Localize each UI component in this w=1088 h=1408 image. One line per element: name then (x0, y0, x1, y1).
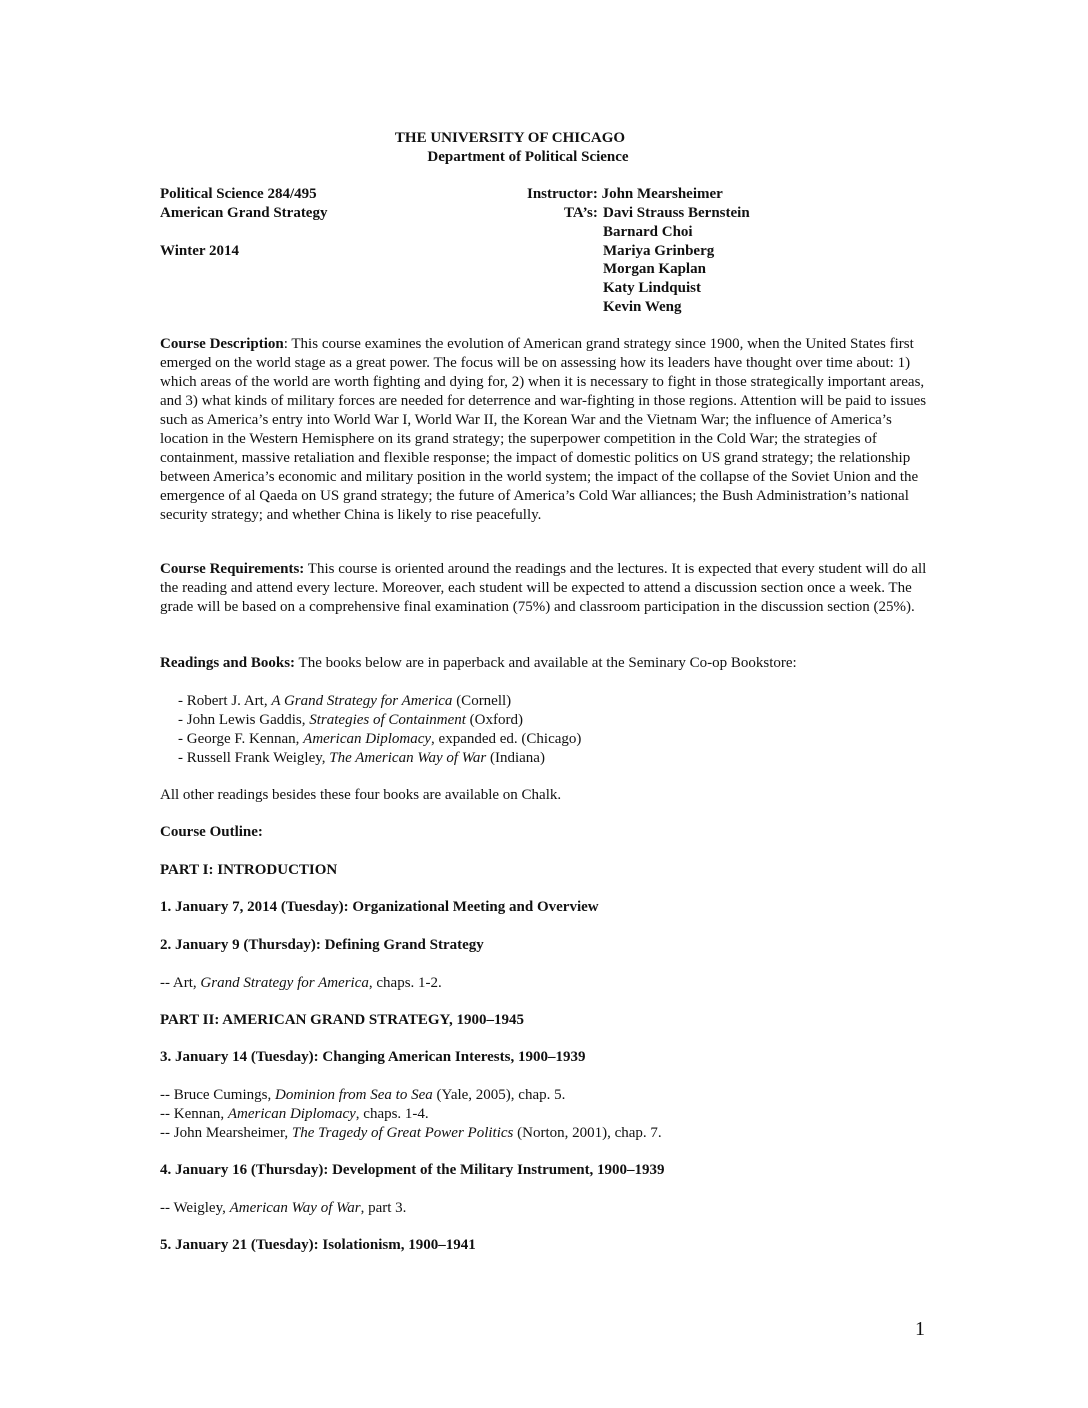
reading-item: -- Kennan, American Diplomacy, chaps. 1-4. (160, 1106, 429, 1122)
part-heading: PART II: AMERICAN GRAND STRATEGY, 1900–1945 (160, 1012, 524, 1028)
readings-label: Readings and Books: (160, 655, 296, 671)
course-term: Winter 2014 (160, 243, 240, 259)
book-list (178, 692, 581, 768)
list-item: - Russell Frank Weigley, The American Way of War (Indiana) (178, 750, 545, 766)
course-requirements (160, 560, 932, 617)
session-heading: 1. January 7, 2014 (Tuesday): Organizational Meeting and Overview (160, 899, 599, 915)
requirements-label: Course Requirements: (160, 561, 305, 577)
session-heading: 2. January 9 (Thursday): Defining Grand Strategy (160, 937, 484, 953)
university-name: THE UNIVERSITY OF CHICAGO (394, 130, 626, 146)
description-label: Course Description (160, 336, 284, 352)
reading-item: -- Weigley, American Way of War, part 3. (160, 1200, 407, 1216)
other-readings-note: All other readings besides these four books are available on Chalk. (160, 787, 562, 803)
course-description (160, 335, 932, 525)
ta-name: Kevin Weng (603, 299, 682, 315)
ta-name: Morgan Kaplan (603, 261, 706, 277)
requirements-text: This course is oriented around the readings and the lectures. It is expected that every student will do all the reading and attend every lecture. Moreover, each student will be expected to attend a discussion section once a week. The grade will be based on a comprehensive final examination (75%) and classroom participation in the discussion section (25%). (160, 561, 927, 615)
session-heading: 4. January 16 (Thursday): Development of the Military Instrument, 1900–1939 (160, 1162, 665, 1178)
list-item: - George F. Kennan, American Diplomacy, expanded ed. (Chicago) (178, 731, 582, 747)
readings-text: The books below are in paperback and available at the Seminary Co-op Bookstore: (295, 655, 797, 671)
list-item: - John Lewis Gaddis, Strategies of Containment (Oxford) (178, 712, 523, 728)
session-heading: 3. January 14 (Tuesday): Changing American Interests, 1900–1939 (160, 1049, 586, 1065)
instructor: Instructor: John Mearsheimer (527, 186, 723, 202)
course-title: American Grand Strategy (160, 205, 328, 221)
reading-item: -- Art, Grand Strategy for America, chaps. 1-2. (160, 975, 442, 991)
part-heading: PART I: INTRODUCTION (160, 862, 338, 878)
reading-item: -- John Mearsheimer, The Tragedy of Great Power Politics (Norton, 2001), chap. 7. (160, 1125, 662, 1141)
ta-name: Davi Strauss Bernstein (603, 205, 750, 221)
list-item: - Robert J. Art, A Grand Strategy for America (Cornell) (178, 693, 512, 709)
ta-name: Katy Lindquist (603, 280, 701, 296)
session-heading: 5. January 21 (Tuesday): Isolationism, 1900–1941 (160, 1237, 476, 1253)
readings-intro (160, 654, 932, 673)
ta-name: Barnard Choi (603, 224, 693, 240)
ta-name: Mariya Grinberg (603, 243, 715, 259)
department-name: Department of Political Science (427, 149, 629, 165)
description-text: : This course examines the evolution of American grand strategy since 1900, when the United States first emerged on the world stage as a great power. The focus will be on assessing how its leaders have thought over time about: 1) which areas of the world are worth fighting and dying for, 2) when it is necessary to fight in those strategically important areas, and 3) what kinds of military forces are needed for deterrence and war-fighting in those regions. Attention will be paid to issues such as America’s entry into World War I, World War II, the Korean War and the Vietnam War; the influence of America’s location in the Western Hemisphere on its grand strategy; the superpower competition in the Cold War; the strategies of containment, massive retaliation and flexible response; the impact of domestic politics on US grand strategy; the relationship between America’s economic and military position in the world system; the impact of the collapse of the Soviet Union and the emergence of al Qaeda on US grand strategy; the future of America’s Cold War alliances; the Bush Administration’s national security strategy; and whether China is likely to rise peacefully. (160, 336, 927, 523)
tas-label: TA’s: (564, 205, 598, 221)
outline-heading: Course Outline: (160, 824, 263, 840)
page-number: 1 (915, 1318, 925, 1340)
reading-item: -- Bruce Cumings, Dominion from Sea to Sea (Yale, 2005), chap. 5. (160, 1087, 566, 1103)
course-number: Political Science 284/495 (160, 186, 317, 202)
